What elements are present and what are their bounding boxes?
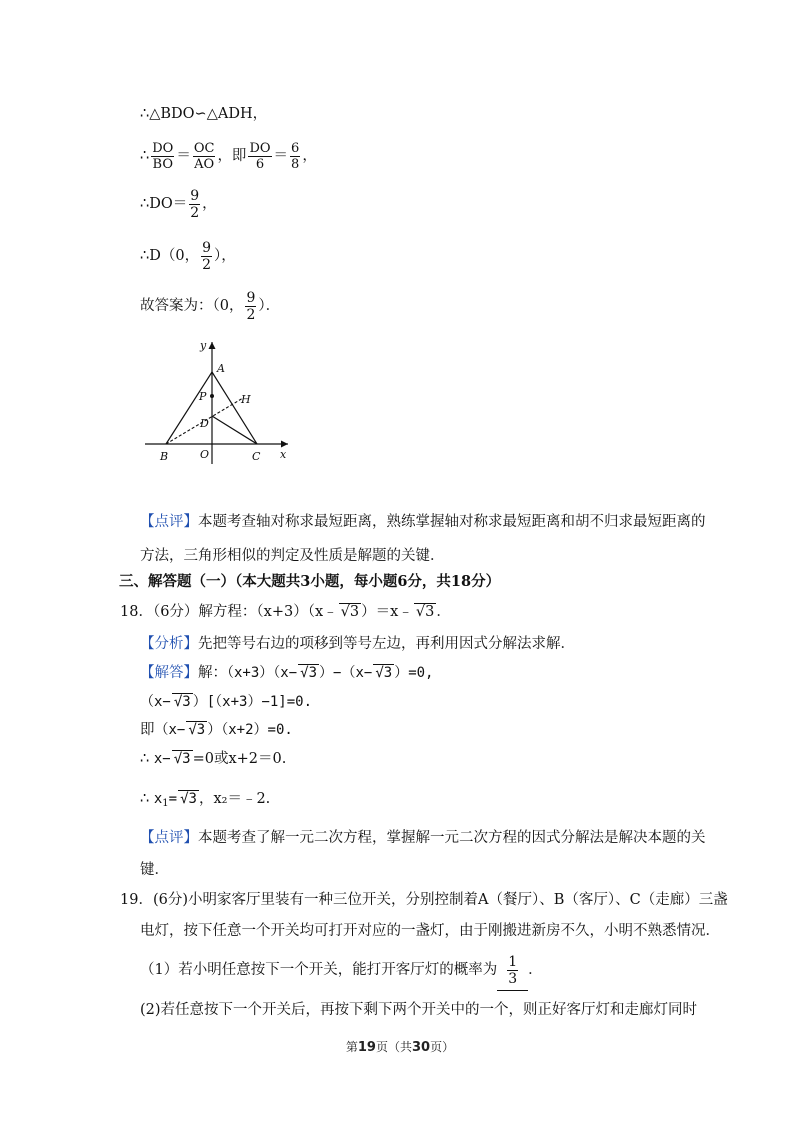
text: 第 <box>345 1040 358 1054</box>
q18-comment-line2 <box>140 860 169 880</box>
radicand: 3 <box>383 665 393 681</box>
radicand: 3 <box>188 791 197 807</box>
denominator: AO <box>194 156 215 172</box>
sqrt-3: √3 <box>180 791 197 807</box>
text: 18．（6分）解方程：（x+3）（x﹣ <box>120 604 338 620</box>
text: 键． <box>140 862 169 878</box>
sqrt-3: √3 <box>375 665 393 681</box>
label-p: P <box>199 390 207 403</box>
text: （1）若小明任意按下一个开关，能打开客厅灯的概率为 <box>140 962 498 978</box>
text: ∴D（0， <box>140 248 200 264</box>
point-p <box>210 394 214 398</box>
radicand: 3 <box>196 722 206 738</box>
radicand: 3 <box>308 665 318 681</box>
numerator: 6 <box>291 140 300 156</box>
text: 电灯，按下任意一个开关均可打开对应的一盏灯，由于刚搬进新房不久，小明不熟悉情况． <box>140 923 720 939</box>
denominator: 2 <box>190 204 200 221</box>
comment-tag: 【点评】 <box>140 830 198 846</box>
denominator: 6 <box>255 156 265 172</box>
text: =0或x+2＝0. <box>192 751 287 767</box>
q18-answer-line5 <box>140 789 270 814</box>
text: ）＝x﹣ <box>361 604 413 620</box>
q18-answer-line3 <box>140 720 293 740</box>
fraction-9-2 <box>245 290 256 323</box>
sqrt-3: √3 <box>415 604 435 620</box>
sqrt-3: √3 <box>300 665 318 681</box>
text: ，x₂＝﹣2. <box>198 791 271 807</box>
label-c: C <box>252 450 261 463</box>
q19-line2 <box>140 921 720 941</box>
fraction-1-3 <box>507 954 518 987</box>
text: （x− <box>154 722 186 738</box>
geometry-figure <box>140 336 300 466</box>
text: ∴ <box>140 148 150 164</box>
text: 本题考查了解一元二次方程，掌握解一元二次方程的因式分解法是解决本题的关 <box>198 830 706 846</box>
subscript: 1 <box>162 798 169 809</box>
text: = <box>168 791 178 807</box>
solution-line-similar <box>140 104 267 124</box>
q18-analysis <box>140 634 575 654</box>
page-number: 19 <box>357 1040 376 1055</box>
label-d: D <box>200 417 209 430</box>
label-b: B <box>160 450 169 463</box>
segment-ac <box>212 372 257 444</box>
solution-line-ratio: ∴ $\frac{DO}{BO}$ ＝ $\frac{OC}{AO}$ ，即 $\frac{DO}{6}$ ＝ $\frac{6}{8}$ ， <box>140 140 317 172</box>
text: x <box>153 791 163 807</box>
fraction-do-6 <box>248 141 271 172</box>
text: ． <box>436 604 451 620</box>
sqrt-3: √3 <box>188 722 206 738</box>
text: 19．(6分)小明家客厅里装有一种三位开关，分别控制着A（餐厅）、B（客厅）、C（走廊）三盏 <box>120 892 728 908</box>
text: ）−（x− <box>319 665 373 681</box>
answer-blank <box>497 950 528 991</box>
text: ∴DO＝ <box>140 196 188 212</box>
text: 故答案为：（0， <box>140 298 244 314</box>
text: ∴ <box>140 751 150 767</box>
text: ， <box>302 148 317 164</box>
denominator: BO <box>152 156 173 172</box>
answer-tag: 【解答】 <box>140 665 198 681</box>
radicand: 3 <box>182 751 191 767</box>
denominator: 2 <box>202 256 211 273</box>
text: ）． <box>258 298 281 314</box>
text: 方法，三角形相似的判定及性质是解题的关键． <box>140 548 445 564</box>
numerator: 9 <box>246 289 256 306</box>
text: 本题考查轴对称求最短距离，熟练掌握轴对称求最短距离和胡不归求最短距离的 <box>198 514 706 530</box>
q18-stem <box>120 602 451 622</box>
text: （x− <box>140 694 171 710</box>
text: 解： <box>198 665 227 681</box>
q18-answer-line2 <box>140 692 312 712</box>
fraction-9-2 <box>189 188 200 221</box>
total-pages: 30 <box>412 1040 431 1055</box>
text: ∴△BDO∽△ADH， <box>140 106 268 122</box>
numerator: OC <box>193 140 215 156</box>
radicand: 3 <box>425 604 435 620</box>
analysis-tag: 【分析】 <box>140 636 198 652</box>
solution-line-d-point <box>140 236 236 276</box>
label-h: H <box>241 393 251 406</box>
label-x: x <box>280 448 287 461</box>
segment-ab <box>166 372 212 444</box>
fraction-6-8 <box>290 141 300 172</box>
q19-part1 <box>140 950 543 990</box>
comment-17-line2 <box>140 546 445 566</box>
text: x− <box>153 751 171 767</box>
segment-dc <box>212 416 257 444</box>
q18-comment-line1 <box>140 828 706 848</box>
label-o: O <box>200 448 210 461</box>
text: ∴ <box>140 791 150 807</box>
numerator: DO <box>152 140 174 156</box>
page-footer <box>0 1038 800 1055</box>
numerator: 9 <box>190 187 200 204</box>
fraction-9-2 <box>201 240 212 273</box>
text: ． <box>528 962 543 978</box>
solution-line-do-value <box>140 184 217 224</box>
text: 页（共 <box>375 1040 412 1054</box>
text: ）[（x+3）−1]=0. <box>192 694 313 710</box>
text: 先把等号右边的项移到等号左边，再利用因式分解法求解． <box>198 636 575 652</box>
q19-part2 <box>140 1000 697 1020</box>
radicand: 3 <box>349 604 360 620</box>
label-a: A <box>217 362 225 375</box>
radicand: 3 <box>182 694 191 710</box>
text: ， <box>202 196 217 212</box>
section-title <box>119 572 500 592</box>
text: ）=0, <box>394 665 434 681</box>
text: 页） <box>430 1040 455 1054</box>
fraction-do-bo <box>151 141 174 172</box>
numerator: DO <box>249 140 271 156</box>
q18-answer-line1 <box>140 663 434 683</box>
comment-17-line1 <box>140 512 706 532</box>
fraction-oc-ao <box>193 141 216 172</box>
text: ，即 <box>217 148 247 164</box>
text: ）（x+2）=0. <box>207 722 293 738</box>
text: ）， <box>214 248 236 264</box>
numerator: 9 <box>202 239 211 256</box>
denominator: 8 <box>291 156 300 172</box>
label-y: y <box>200 339 207 352</box>
comment-tag: 【点评】 <box>140 514 198 530</box>
numerator: 1 <box>508 953 518 970</box>
text: 三、解答题（一）（本大题共3小题，每小题6分，共18分） <box>119 573 501 590</box>
text: (2)若任意按下一个开关后，再按下剩下两个开关中的一个，则正好客厅灯和走廊灯同时 <box>140 1002 698 1018</box>
answer-line <box>140 286 280 326</box>
sqrt-3: √3 <box>173 751 191 767</box>
q19-line1 <box>120 890 728 910</box>
text: （x+3）（x− <box>227 665 298 681</box>
denominator: 2 <box>246 306 256 323</box>
denominator: 3 <box>508 970 518 987</box>
q18-answer-line4 <box>140 749 286 769</box>
sqrt-3: √3 <box>340 604 360 620</box>
sqrt-3: √3 <box>173 694 191 710</box>
text: 即 <box>140 722 155 738</box>
